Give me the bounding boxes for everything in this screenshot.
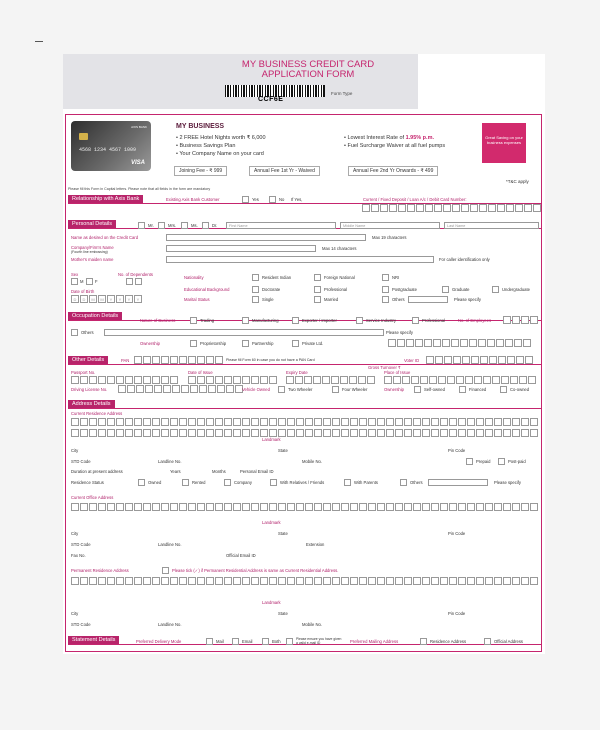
dob-boxes[interactable]: D D M M Y Y Y Y	[71, 295, 143, 303]
residence-status-label: Residence Status	[71, 480, 104, 485]
proprietorship-label: Proprietorship	[200, 341, 227, 346]
title-dr-label: Dr.	[212, 223, 218, 228]
credit-card-image	[71, 121, 151, 171]
mailing-official-label: Official Address	[494, 639, 524, 644]
four-wheeler-label: Four Wheeler	[342, 387, 368, 392]
dob-label: Date of Birth	[71, 289, 95, 294]
resident-indian-checkbox[interactable]	[252, 274, 259, 281]
mother-note: For caller identification only	[439, 257, 490, 262]
self-owned-checkbox[interactable]	[414, 386, 421, 393]
exporter-checkbox[interactable]	[292, 317, 299, 324]
self-owned-label: Self-owned	[424, 387, 445, 392]
res-relatives-label: With Relatives / Friends	[280, 480, 325, 485]
nature-business-label: Nature of Business	[140, 318, 176, 323]
service-label: Service Industry	[366, 318, 397, 323]
mother-name-label: Mother's maiden name	[71, 257, 114, 262]
edu-undergraduate-label: Undergraduate	[502, 287, 530, 292]
no-label: No	[279, 197, 285, 202]
delivery-email-checkbox[interactable]	[232, 638, 239, 645]
marital-single-checkbox[interactable]	[252, 296, 259, 303]
driving-boxes[interactable]	[118, 385, 244, 393]
title-ms-checkbox[interactable]	[181, 222, 188, 229]
prepaid-label: Prepaid	[476, 459, 491, 464]
months-label: Months	[212, 469, 226, 474]
page-dash-mark	[35, 41, 43, 42]
permanent-landline-label: Landline No.	[158, 622, 182, 627]
res-owned-label: Owned	[148, 480, 162, 485]
nri-checkbox[interactable]	[382, 274, 389, 281]
private-ltd-checkbox[interactable]	[292, 340, 299, 347]
passport-boxes[interactable]	[71, 376, 179, 384]
residence-landline-label: Landline No.	[158, 459, 182, 464]
delivery-label: Preferred Delivery Mode	[136, 639, 182, 644]
occupation-heading: Occupation Details	[68, 312, 122, 320]
edu-professional-checkbox[interactable]	[314, 286, 321, 293]
address-divider	[68, 408, 541, 409]
joining-fee: Joining Fee - ₹ 999	[174, 166, 227, 176]
marital-others-checkbox[interactable]	[382, 296, 389, 303]
current-residence-label: Current Residence Address	[71, 411, 123, 416]
res-owned-checkbox[interactable]	[138, 479, 145, 486]
form-frame	[65, 114, 542, 652]
permanent-note: Please tick (✓) if Permanent Residential Address is same as Current Residential Address.	[172, 568, 339, 573]
delivery-mail-checkbox[interactable]	[206, 638, 213, 645]
marital-married-label: Married	[324, 297, 339, 302]
company-name-label: Company/Firm's Name	[71, 245, 114, 250]
benefit-right-1: • Lowest Interest Rate of 1.95% p.m.	[344, 135, 434, 141]
res-parents-checkbox[interactable]	[344, 479, 351, 486]
manufacturing-checkbox[interactable]	[242, 317, 249, 324]
res-parents-label: With Parents	[354, 480, 378, 485]
edu-graduate-checkbox[interactable]	[442, 286, 449, 293]
others-field[interactable]	[104, 329, 384, 336]
marital-single-label: Single	[262, 297, 274, 302]
fourth-line-note: (Fourth line embossing)	[71, 250, 108, 254]
mother-name-field[interactable]	[166, 256, 434, 263]
edu-doctorate-label: Doctorate	[262, 287, 281, 292]
name-on-card-label: Name as desired on the Credit Card	[71, 235, 139, 240]
residence-landmark-label: Landmark	[262, 437, 281, 442]
mailing-label: Preferred Mailing Address	[350, 639, 399, 644]
office-fax-label: Fax No.	[71, 553, 86, 558]
personal-email-label: Personal Email ID	[240, 469, 274, 474]
last-name-field[interactable]: Last Name	[444, 222, 539, 229]
sex-label: Sex	[71, 272, 79, 277]
permanent-city-label: City	[71, 611, 79, 616]
duration-label: Duration at present address	[71, 469, 123, 474]
title-mrs-label: Mrs.	[168, 223, 177, 228]
res-company-checkbox[interactable]	[224, 479, 231, 486]
marital-specify-field[interactable]	[408, 296, 448, 303]
statement-heading: Statement Details	[68, 636, 119, 644]
other-heading: Other Details	[68, 356, 108, 364]
official-email-label: Official Email ID	[226, 553, 256, 558]
existing-customer-label: Existing Axis Bank Customer	[166, 197, 220, 202]
sex-m-label: M	[80, 279, 84, 284]
first-name-field[interactable]: First Name	[226, 222, 336, 229]
res-rented-checkbox[interactable]	[182, 479, 189, 486]
trading-checkbox[interactable]	[190, 317, 197, 324]
office-landmark-label: Landmark	[262, 520, 281, 525]
annual-fee-2: Annual Fee 2nd Yr Onwards - ₹ 499	[348, 166, 438, 176]
voter-id-boxes[interactable]	[426, 356, 534, 364]
sex-m-checkbox[interactable]	[71, 278, 78, 285]
title-ms-label: Ms.	[191, 223, 198, 228]
gross-turnover-label: Gross Turnover ₹	[368, 365, 401, 370]
edu-undergraduate-checkbox[interactable]	[492, 286, 499, 293]
both-note: Please ensure you have given a valid e-mail ID	[296, 637, 342, 645]
date-issue-label: Date of Issue	[188, 370, 213, 375]
if-yes-label: If Yes,	[291, 197, 303, 202]
voter-id-label: Voter ID	[404, 358, 420, 363]
office-pin-label: Pin Code	[448, 531, 466, 536]
title-mr-label: Mr.	[148, 223, 154, 228]
office-line-1[interactable]	[71, 503, 539, 511]
permanent-mobile-label: Mobile No.	[302, 622, 323, 627]
header-band	[63, 54, 418, 109]
residence-line-1[interactable]	[71, 418, 539, 426]
driving-label: Driving License No.	[71, 387, 108, 392]
residence-std-label: STD Code	[71, 459, 91, 464]
mailing-residence-label: Residence Address	[430, 639, 467, 644]
edu-doctorate-checkbox[interactable]	[252, 286, 259, 293]
nationality-label: Nationality	[184, 275, 204, 280]
delivery-both-checkbox[interactable]	[262, 638, 269, 645]
visa-logo: VISA	[130, 160, 145, 166]
res-others-checkbox[interactable]	[400, 479, 407, 486]
pan-boxes[interactable]	[134, 356, 224, 364]
marital-label: Marital Status	[184, 297, 210, 302]
res-specify-field[interactable]	[428, 479, 488, 486]
benefit-left-3: • Your Company Name on your card	[176, 151, 264, 157]
vehicle-label: Vehicle Owned	[242, 387, 270, 392]
other-divider	[68, 364, 541, 365]
office-extension-label: Extension	[306, 542, 325, 547]
financed-label: Financed	[469, 387, 487, 392]
title-mrs-checkbox[interactable]	[158, 222, 165, 229]
residence-state-label: State	[278, 448, 288, 453]
marital-married-checkbox[interactable]	[314, 296, 321, 303]
professional-checkbox[interactable]	[412, 317, 419, 324]
benefit-right-2: • Fuel Surcharge Waiver at all fuel pumps	[344, 143, 446, 149]
instructions: Please fill this Form in Capital letters. Please note that all fields in the form are mandatory	[68, 187, 211, 191]
sex-f-label: F	[95, 279, 98, 284]
delivery-both-confirm-checkbox[interactable]	[286, 638, 293, 645]
expiry-label: Expiry Date	[286, 370, 308, 375]
foreign-national-label: Foreign National	[324, 275, 355, 280]
barcode-text: CCF6E	[258, 96, 284, 103]
financed-checkbox[interactable]	[459, 386, 466, 393]
edu-professional-label: Professional	[324, 287, 348, 292]
four-wheeler-checkbox[interactable]	[332, 386, 339, 393]
office-city-label: City	[71, 531, 79, 536]
two-wheeler-checkbox[interactable]	[278, 386, 285, 393]
company-name-field[interactable]	[166, 245, 316, 252]
application-form-page	[63, 54, 545, 654]
mailing-residence-checkbox[interactable]	[420, 638, 427, 645]
professional-label: Professional	[422, 318, 446, 323]
card-number: 4568 1234 4567 1009	[79, 147, 137, 153]
permanent-same-checkbox[interactable]	[162, 567, 169, 574]
pan-label: PAN	[121, 358, 130, 363]
permanent-pin-label: Pin Code	[448, 611, 466, 616]
ownership-label: Ownership	[140, 341, 161, 346]
product-name: MY BUSINESS	[176, 123, 225, 130]
existing-no-checkbox[interactable]	[269, 196, 276, 203]
manufacturing-label: Manufacturing	[252, 318, 279, 323]
title-line-1: MY BUSINESS CREDIT CARD	[241, 59, 375, 70]
place-issue-boxes[interactable]	[384, 376, 537, 384]
others-checkbox[interactable]	[71, 329, 78, 336]
co-owned-checkbox[interactable]	[500, 386, 507, 393]
permanent-line-1[interactable]	[71, 577, 539, 585]
nri-label: NRI	[392, 275, 400, 280]
resident-indian-label: Resident Indian	[262, 275, 292, 280]
residence-city-label: City	[71, 448, 79, 453]
relationship-heading: Relationship with Axis Bank	[68, 195, 143, 203]
savings-badge: Great Saving on your business expenses	[482, 123, 526, 163]
employees-boxes[interactable]	[503, 316, 539, 324]
expiry-boxes[interactable]	[286, 376, 376, 384]
prepaid-checkbox[interactable]	[466, 458, 473, 465]
delivery-email-label: Email	[242, 639, 253, 644]
middle-name-field[interactable]: Middle Name	[340, 222, 440, 229]
promo-banner	[66, 117, 541, 187]
marital-specify-note: Please specify	[454, 297, 481, 302]
exporter-label: Exporter / Importer	[302, 318, 337, 323]
delivery-both-label: Both	[272, 639, 281, 644]
dependents-box-2[interactable]	[135, 278, 142, 285]
benefit-left-2: • Business Savings Plan	[176, 143, 236, 149]
partnership-checkbox[interactable]	[242, 340, 249, 347]
permanent-address-label: Permanent Residence Address	[71, 568, 129, 573]
benefit-left-1: • 2 FREE Hotel Nights worth ₹ 6,000	[176, 135, 266, 141]
title-line-2: APPLICATION FORM	[261, 69, 355, 80]
office-std-label: STD Code	[71, 542, 91, 547]
current-office-label: Current Office Address	[71, 495, 114, 500]
proprietorship-checkbox[interactable]	[190, 340, 197, 347]
others-label: Others	[81, 330, 94, 335]
account-number-label: Current / Fixed Deposit / Loan A/c / Debit Card Number:	[363, 197, 467, 202]
years-label: Years	[170, 469, 181, 474]
trading-label: Trading	[200, 318, 215, 323]
edu-graduate-label: Graduate	[452, 287, 470, 292]
res-specify-note: Please specify	[494, 480, 521, 485]
service-checkbox[interactable]	[356, 317, 363, 324]
ownership-boxes[interactable]	[388, 339, 532, 347]
postpaid-label: Post-paid	[508, 459, 526, 464]
max19-note: Max 19 characters	[372, 235, 407, 240]
account-number-boxes[interactable]	[362, 204, 542, 212]
form-type-label: Form Type	[331, 91, 353, 96]
postpaid-checkbox[interactable]	[498, 458, 505, 465]
max14-note: Max 14 characters	[322, 246, 357, 251]
tc-note: *T&C apply	[506, 179, 529, 184]
personal-heading: Personal Details	[68, 220, 116, 228]
mailing-official-checkbox[interactable]	[484, 638, 491, 645]
title-mr-checkbox[interactable]	[138, 222, 145, 229]
sex-f-checkbox[interactable]	[86, 278, 93, 285]
marital-others-label: Others	[392, 297, 405, 302]
passport-label: Passport No.	[71, 370, 96, 375]
permanent-state-label: State	[278, 611, 288, 616]
res-rented-label: Rented	[192, 480, 206, 485]
dependents-box-1[interactable]	[126, 278, 133, 285]
edu-postgraduate-label: Postgraduate	[392, 287, 417, 292]
res-others-label: Others	[410, 480, 423, 485]
pan-note: Please fill Form 60 in case you do not have a PAN Card	[226, 358, 315, 362]
yes-label: Yes	[252, 197, 259, 202]
residence-line-2[interactable]	[71, 429, 539, 437]
card-brand: AXIS BANK	[131, 125, 147, 129]
place-issue-label: Place of Issue	[384, 370, 411, 375]
foreign-national-checkbox[interactable]	[314, 274, 321, 281]
education-label: Educational Background	[184, 287, 230, 292]
address-heading: Address Details	[68, 400, 115, 408]
form-title	[213, 60, 403, 80]
office-landline-label: Landline No.	[158, 542, 182, 547]
employees-label: No. of Employees	[458, 318, 492, 323]
residence-mobile-label: Mobile No.	[302, 459, 323, 464]
partnership-label: Partnership	[252, 341, 274, 346]
office-state-label: State	[278, 531, 288, 536]
co-owned-label: Co-owned	[510, 387, 530, 392]
title-dr-checkbox[interactable]	[202, 222, 209, 229]
vehicle-ownership-label: Ownership	[384, 387, 405, 392]
res-company-label: Company	[234, 480, 252, 485]
edu-postgraduate-checkbox[interactable]	[382, 286, 389, 293]
date-issue-boxes[interactable]	[188, 376, 278, 384]
two-wheeler-label: Two Wheeler	[288, 387, 313, 392]
private-ltd-label: Private Ltd.	[302, 341, 324, 346]
name-on-card-field[interactable]	[166, 234, 366, 241]
annual-fee-1: Annual Fee 1st Yr - Waived	[249, 166, 320, 176]
res-relatives-checkbox[interactable]	[270, 479, 277, 486]
permanent-landmark-label: Landmark	[262, 600, 281, 605]
card-chip-icon	[79, 133, 88, 140]
delivery-mail-label: Mail	[216, 639, 224, 644]
occupation-specify-note: Please specify	[386, 330, 413, 335]
existing-yes-checkbox[interactable]	[242, 196, 249, 203]
residence-pin-label: Pin Code	[448, 448, 466, 453]
permanent-std-label: STD Code	[71, 622, 91, 627]
dependents-label: No. of Dependents	[118, 272, 153, 277]
